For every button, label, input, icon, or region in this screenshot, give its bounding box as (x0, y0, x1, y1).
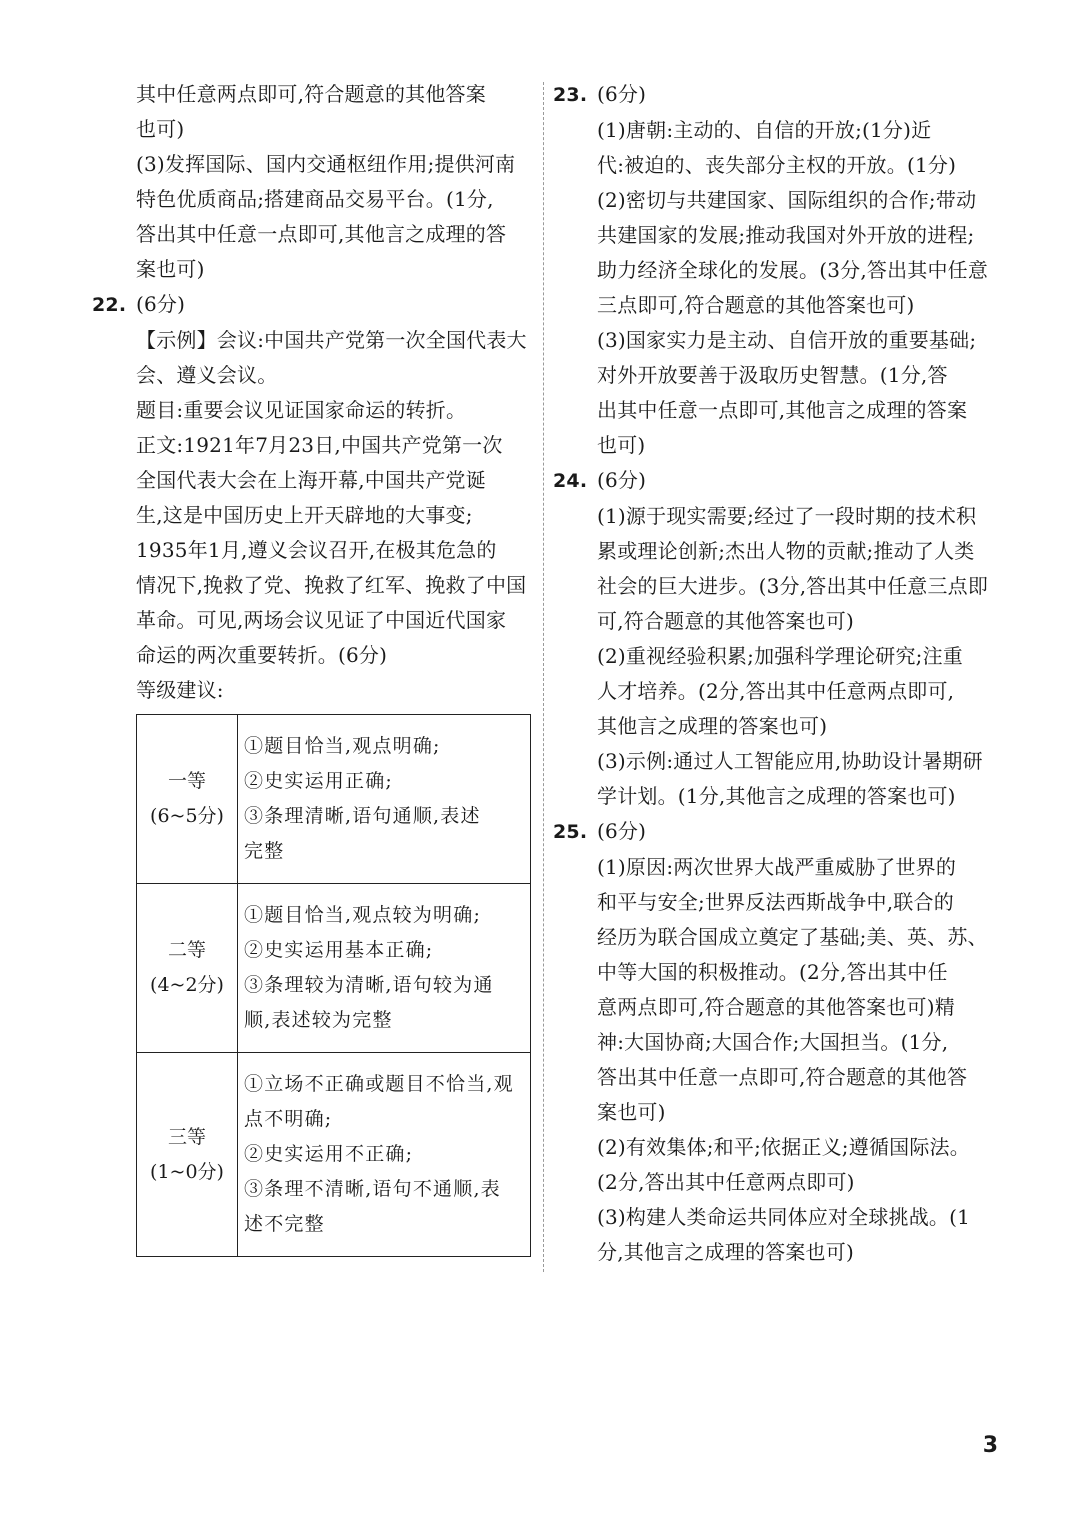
q24-line: (2)重视经验积累;加强科学理论研究;注重 (597, 644, 964, 668)
q24-line: (1)源于现实需要;经过了一段时期的技术积 (597, 504, 977, 528)
q24-number: 24. (553, 470, 588, 492)
q23-line: 代:被迫的、丧失部分主权的开放。(1分) (597, 153, 957, 177)
q21-line: 也可) (136, 117, 185, 141)
grade-level: 二等 (4~2分) (137, 884, 238, 1053)
q25-line: 神:大国协商;大国合作;大国担当。(1分, (597, 1030, 949, 1054)
grade-level: 一等 (6~5分) (137, 715, 238, 884)
q25-line: 经历为联合国成立奠定了基础;美、英、苏、 (597, 925, 988, 949)
grade-suggestion-label: 等级建议: (136, 678, 224, 702)
q22-line: 【示例】会议:中国共产党第一次全国代表大 (136, 328, 527, 352)
q21-line: (3)发挥国际、国内交通枢纽作用;提供河南 (136, 152, 516, 176)
q23-line: (2)密切与共建国家、国际组织的合作;带动 (597, 188, 977, 212)
grade-criteria: ①题目恰当,观点明确; ②史实运用正确; ③条理清晰,语句通顺,表述 完整 (238, 715, 531, 884)
q24-line: 学计划。(1分,其他言之成理的答案也可) (597, 784, 956, 808)
q23-number: 23. (553, 84, 588, 106)
q22-line: 情况下,挽救了党、挽救了红军、挽救了中国 (136, 573, 527, 597)
q25-line: 意两点即可,符合题意的其他答案也可)精 (597, 995, 955, 1019)
q22-line: 全国代表大会在上海开幕,中国共产党诞 (136, 468, 486, 492)
q21-line: 答出其中任意一点即可,其他言之成理的答 (136, 222, 507, 246)
q23-line: (3)国家实力是主动、自信开放的重要基础; (597, 328, 977, 352)
q25-line: 中等大国的积极推动。(2分,答出其中任 (597, 960, 948, 984)
left-column (92, 77, 537, 1257)
q22-line: 命运的两次重要转折。(6分) (136, 643, 388, 667)
column-divider (543, 82, 544, 1272)
q22-line: 革命。可见,两场会议见证了中国近代国家 (136, 608, 507, 632)
q25-line: 答出其中任意一点即可,符合题意的其他答 (597, 1065, 968, 1089)
q25-score: (6分) (597, 819, 647, 843)
q23-score: (6分) (597, 82, 647, 106)
q24-line: 可,符合题意的其他答案也可) (597, 609, 854, 633)
q23-header (553, 77, 998, 113)
q22-line: 会、遵义会议。 (136, 363, 278, 387)
q25-line: (1)原因:两次世界大战严重威胁了世界的 (597, 855, 957, 879)
right-column (553, 77, 998, 1270)
q22-line: 生,这是中国历史上开天辟地的大事变; (136, 503, 473, 527)
q22-header (92, 287, 537, 323)
q21-line: 案也可) (136, 257, 205, 281)
q23-line: (1)唐朝:主动的、自信的开放;(1分)近 (597, 118, 932, 142)
q23-line: 助力经济全球化的发展。(3分,答出其中任意 (597, 258, 989, 282)
q21-line: 特色优质商品;搭建商品交易平台。(1分, (136, 187, 494, 211)
q22-line: 1935年1月,遵义会议召开,在极其危急的 (136, 538, 497, 562)
grade-table (136, 714, 531, 1257)
q25-line: 案也可) (597, 1100, 666, 1124)
q22-number: 22. (92, 294, 127, 316)
grade-row (137, 884, 531, 1053)
grade-level: 三等 (1~0分) (137, 1053, 238, 1257)
q23-line: 三点即可,符合题意的其他答案也可) (597, 293, 915, 317)
q24-line: 人才培养。(2分,答出其中任意两点即可, (597, 679, 955, 703)
page-number: 3 (982, 1433, 998, 1458)
grade-row (137, 715, 531, 884)
q22-score: (6分) (136, 292, 186, 316)
q25-line: (2)有效集体;和平;依据正义;遵循国际法。 (597, 1135, 970, 1159)
q24-line: 社会的巨大进步。(3分,答出其中任意三点即 (597, 574, 989, 598)
q25-line: 和平与安全;世界反法西斯战争中,联合的 (597, 890, 954, 914)
grade-row (137, 1053, 531, 1257)
q25-number: 25. (553, 821, 588, 843)
q25-line: (3)构建人类命运共同体应对全球挑战。(1 (597, 1205, 971, 1229)
q23-line: 出其中任意一点即可,其他言之成理的答案 (597, 398, 968, 422)
example-tag: 【示例】 (136, 328, 217, 352)
q23-line: 共建国家的发展;推动我国对外开放的进程; (597, 223, 975, 247)
grade-criteria: ①题目恰当,观点较为明确; ②史实运用基本正确; ③条理较为清晰,语句较为通 顺,表述较为完整 (238, 884, 531, 1053)
q21-line: 其中任意两点即可,符合题意的其他答案 (136, 82, 486, 106)
q24-line: 累或理论创新;杰出人物的贡献;推动了人类 (597, 539, 975, 563)
q22-line: 正文:1921年7月23日,中国共产党第一次 (136, 433, 503, 457)
q24-line: (3)示例:通过人工智能应用,协助设计暑期研 (597, 749, 983, 773)
q24-score: (6分) (597, 468, 647, 492)
q24-header (553, 463, 998, 499)
q22-line: 题目:重要会议见证国家命运的转折。 (136, 398, 467, 422)
q23-line: 也可) (597, 433, 646, 457)
q23-line: 对外开放要善于汲取历史智慧。(1分,答 (597, 363, 948, 387)
grade-criteria: ①立场不正确或题目不恰当,观 点不明确; ②史实运用不正确; ③条理不清晰,语句不通顺,表 述不完整 (238, 1053, 531, 1257)
q24-line: 其他言之成理的答案也可) (597, 714, 828, 738)
q25-line: 分,其他言之成理的答案也可) (597, 1240, 854, 1264)
q25-line: (2分,答出其中任意两点即可) (597, 1170, 855, 1194)
q25-header (553, 814, 998, 850)
